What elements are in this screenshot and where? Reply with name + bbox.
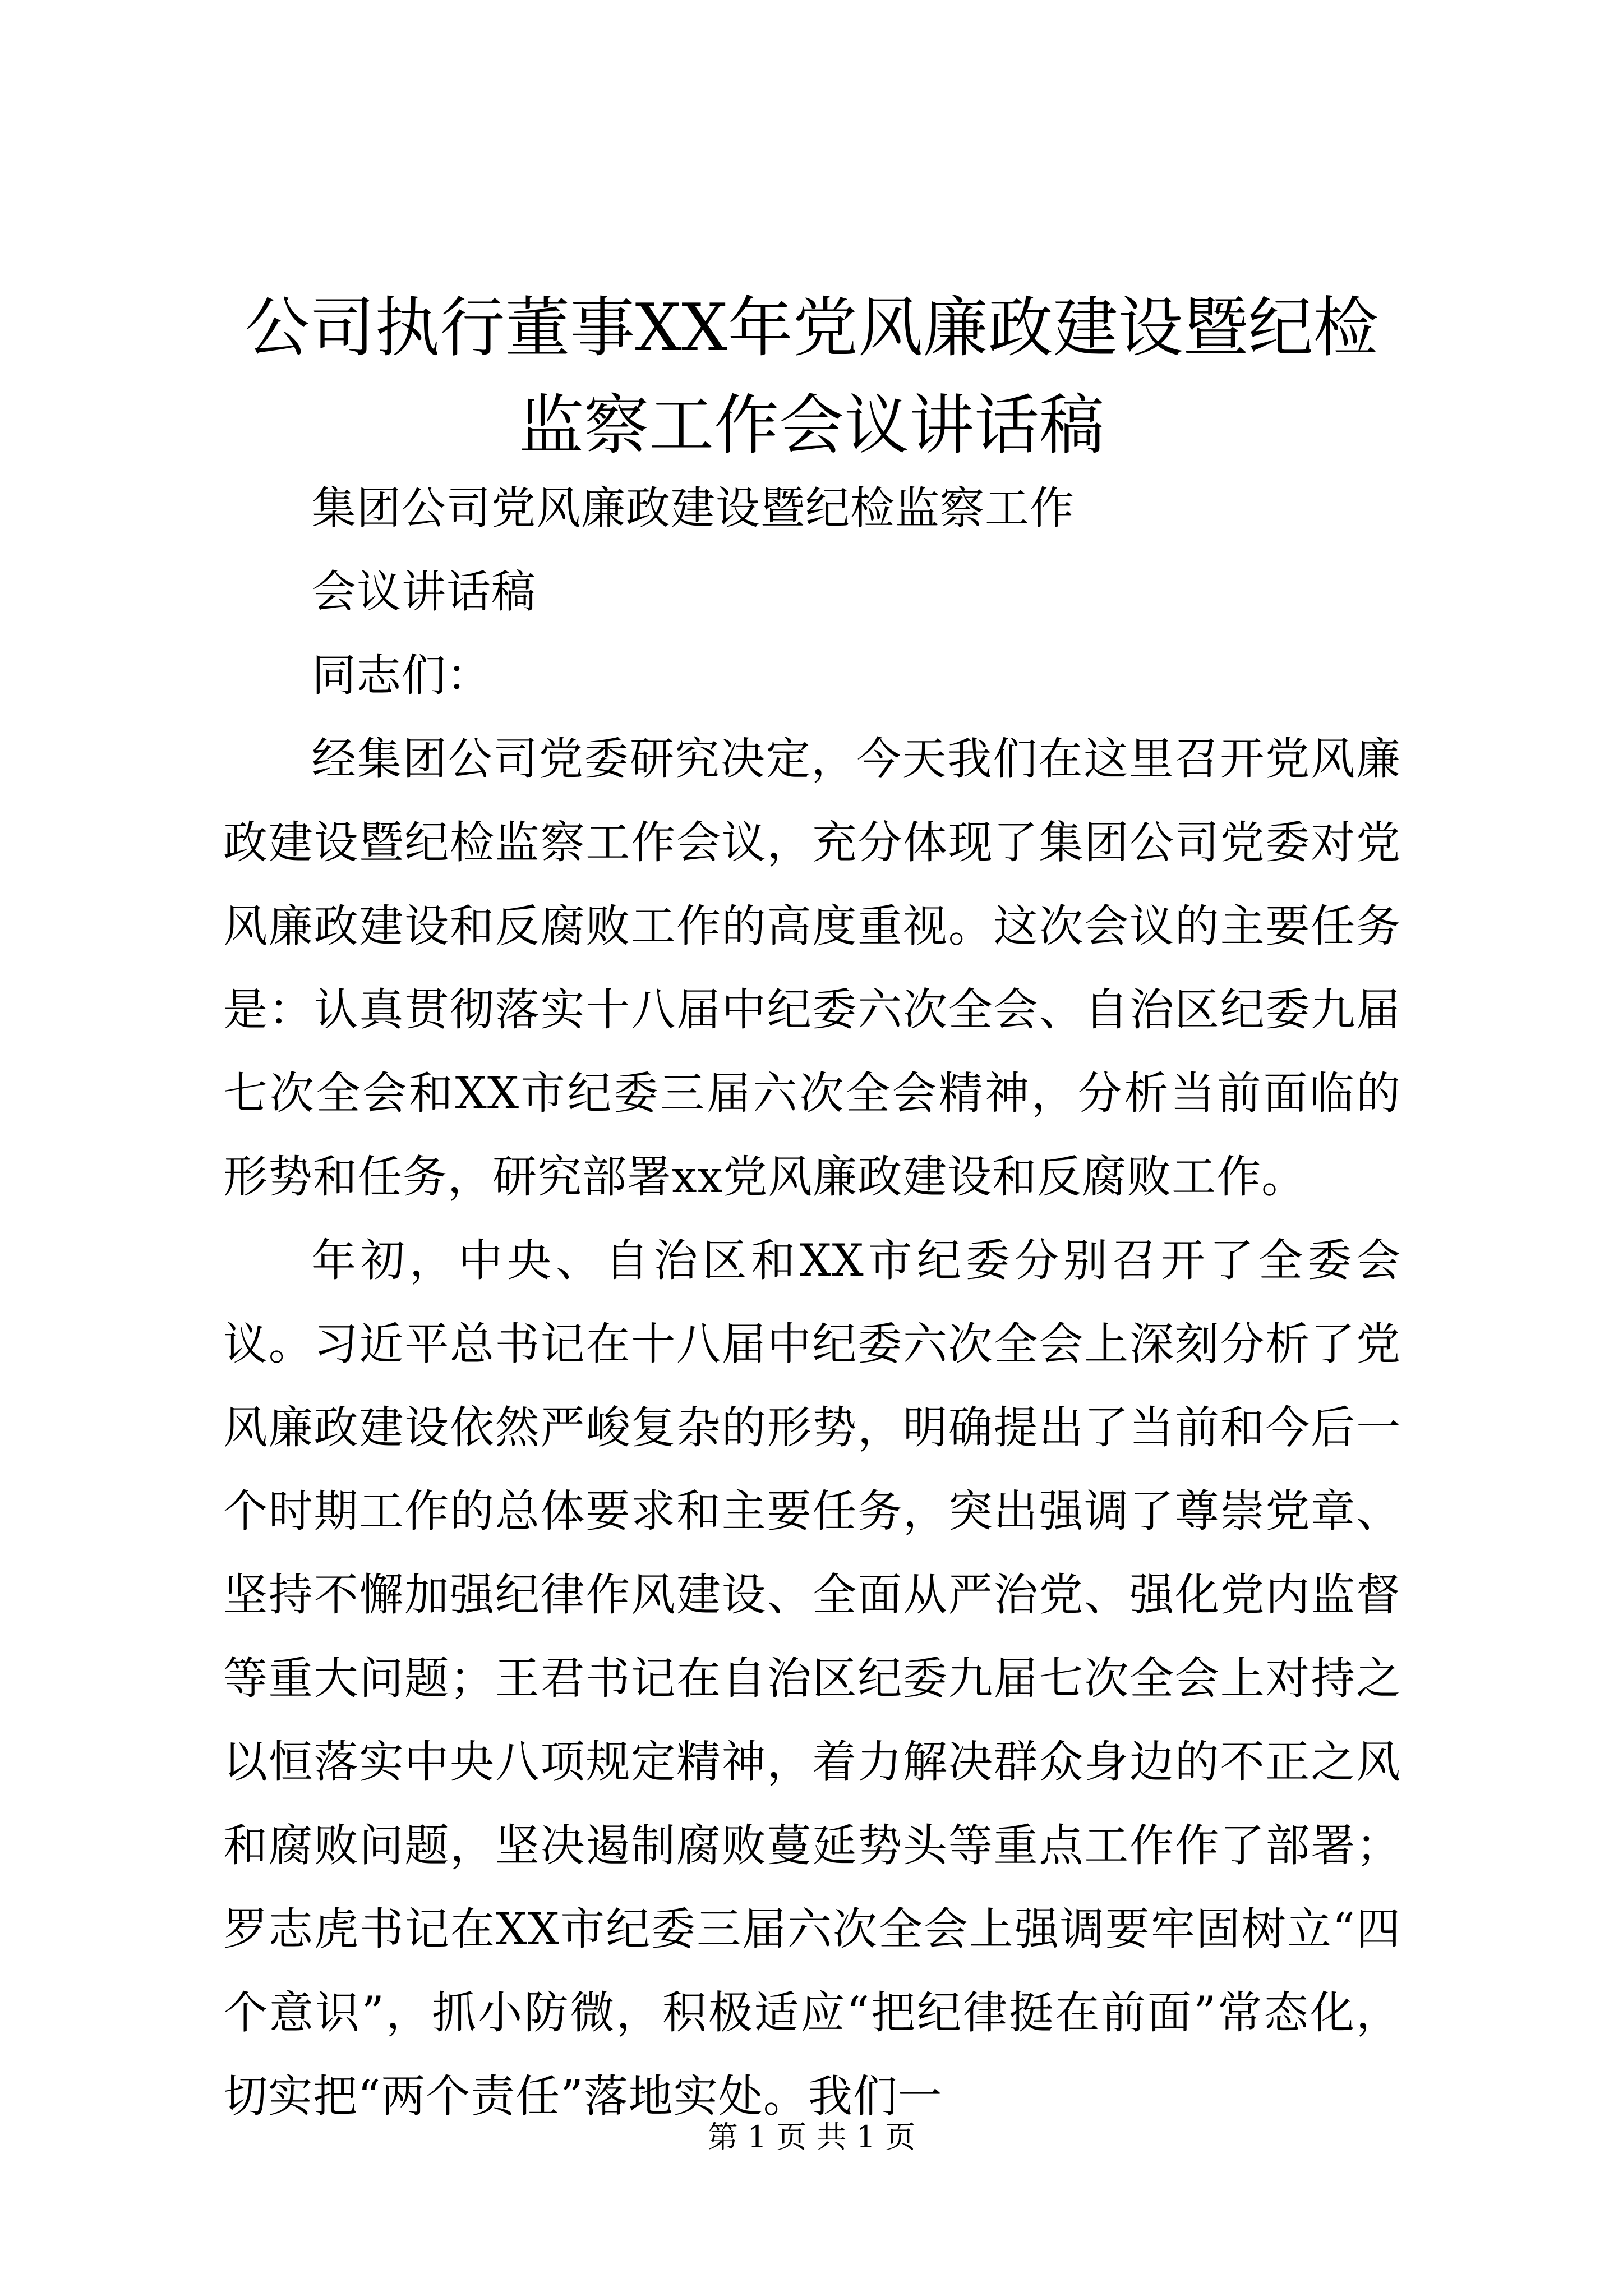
paragraph-subtitle-line-1: 集团公司党风廉政建设暨纪检监察工作 xyxy=(312,482,1075,534)
paragraph-body-1: 经集团公司党委研究决定，今天我们在这里召开党风廉政建设暨纪检监察工作会议，充分体现了集团公司党委对党风廉政建设和反腐败工作的高度重视。这次会议的主要任务是：认真贯彻落实十八届中纪委六次全会、自治区纪委九届七次全会和XX市纪委三届六次全会精神，分析当前面临的形势和任务，研究部署xx党风廉政建设和反腐败工作。 xyxy=(223,733,1401,1203)
document-body xyxy=(223,467,1401,2138)
document-title: 公司执行董事XX年党风廉政建设暨纪检监察工作会议讲话稿 xyxy=(245,290,1378,463)
page-number-footer: 第 1 页 共 1 页 xyxy=(707,2119,916,2155)
paragraph-salutation: 同志们： xyxy=(312,650,491,701)
paragraph-subtitle-line-2: 会议讲话稿 xyxy=(312,566,536,618)
paragraph-body-2: 年初，中央、自治区和XX市纪委分别召开了全委会议。习近平总书记在十八届中纪委六次全会上深刻分析了党风廉政建设依然严峻复杂的形势，明确提出了当前和今后一个时期工作的总体要求和主要任务，突出强调了尊崇党章、坚持不懈加强纪律作风建设、全面从严治党、强化党内监督等重大问题；王君书记在自治区纪委九届七次全会上对持之以恒落实中央八项规定精神，着力解决群众身边的不正之风和腐败问题，坚决遏制腐败蔓延势头等重点工作作了部署；罗志虎书记在XX市纪委三届六次全会上强调要牢固树立“四个意识”，抓小防微，积极适应“把纪律挺在前面”常态化，切实把“两个责任”落地实处。我们一 xyxy=(223,1235,1401,2122)
